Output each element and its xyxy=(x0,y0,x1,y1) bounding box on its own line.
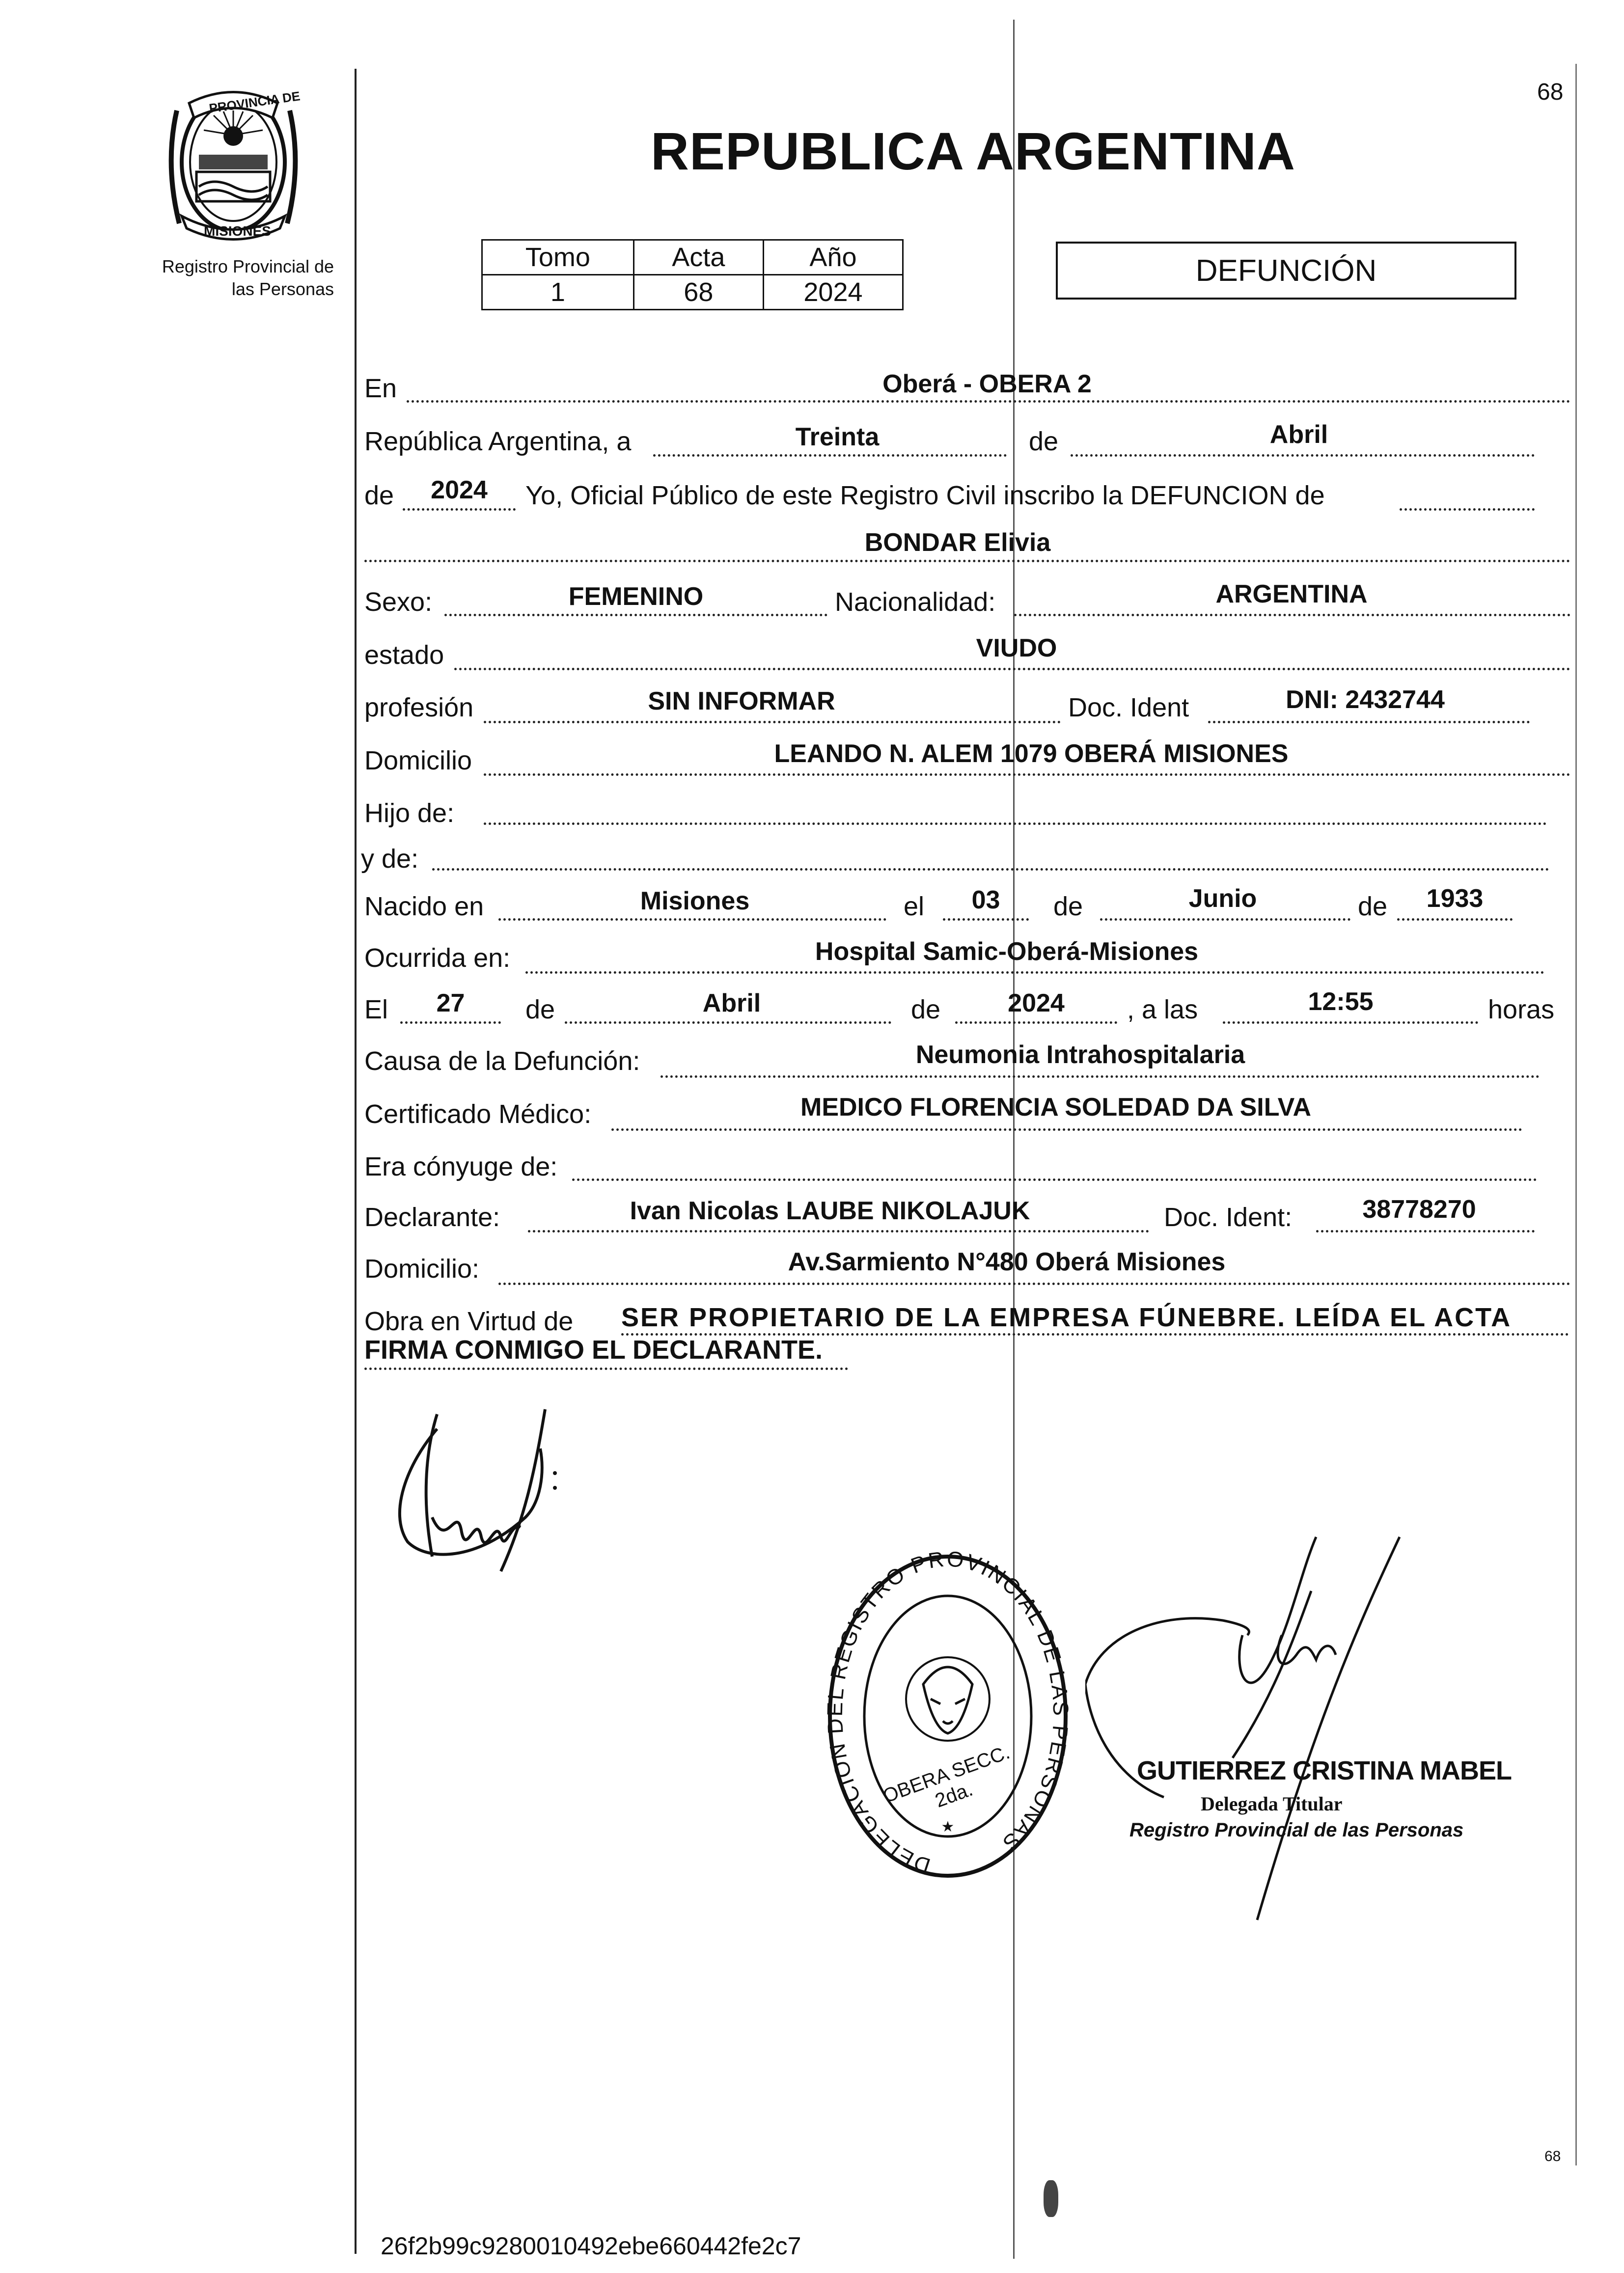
mes-dotted-line xyxy=(1071,454,1535,457)
registry-value-acta: 68 xyxy=(633,275,763,310)
domicilio-label: Domicilio xyxy=(364,746,472,775)
de-label-1: de xyxy=(1029,427,1059,456)
def-dia-dotted-line xyxy=(400,1021,501,1024)
domicilio2-value: Av.Sarmiento N°480 Oberá Misiones xyxy=(788,1248,1226,1276)
registry-value-tomo: 1 xyxy=(482,275,634,310)
doc-ident-label: Doc. Ident xyxy=(1068,693,1189,722)
estado-value: VIUDO xyxy=(976,634,1057,662)
estado-label: estado xyxy=(364,640,444,670)
anio-value: 2024 xyxy=(431,476,488,504)
declarante-label: Declarante: xyxy=(364,1203,500,1232)
y-de-dotted-line xyxy=(432,868,1549,871)
official-stamp xyxy=(825,1552,1071,1881)
causa-value: Neumonia Intrahospitalaria xyxy=(915,1041,1245,1069)
official-office: Registro Provincial de las Personas xyxy=(1129,1819,1464,1841)
mes-value: Abril xyxy=(1269,420,1328,449)
nacionalidad-label: Nacionalidad: xyxy=(835,587,996,617)
en-dotted-line xyxy=(407,400,1570,403)
de-label-5: de xyxy=(525,995,555,1024)
nacido-en-label: Nacido en xyxy=(364,892,484,921)
declarante-doc-label: Doc. Ident: xyxy=(1164,1203,1293,1232)
domicilio-dotted-line xyxy=(484,773,1570,776)
de-label-3: de xyxy=(1053,892,1083,921)
document-hash: 26f2b99c9280010492ebe660442fe2c7 xyxy=(381,2232,801,2260)
sexo-dotted-line xyxy=(444,614,827,616)
en-label: En xyxy=(364,374,397,403)
deceased-name-value: BONDAR Elivia xyxy=(864,528,1051,557)
stamp-inner-text: OBERA SECC. 2da. xyxy=(880,1741,1013,1812)
ocurrida-en-value: Hospital Samic-Oberá-Misiones xyxy=(815,937,1199,966)
horas-label: horas xyxy=(1488,995,1555,1024)
profesion-label: profesión xyxy=(364,693,474,722)
seal-caption-line2: las Personas xyxy=(231,279,334,299)
republica-label: República Argentina, a xyxy=(364,427,632,456)
registry-header-tomo: Tomo xyxy=(482,240,634,275)
def-dia-value: 27 xyxy=(436,989,465,1017)
de-label-4: de xyxy=(1358,892,1388,921)
yo-text: Yo, Oficial Público de este Registro Civil inscribo la DEFUNCION de xyxy=(525,481,1325,510)
seal-top-text: PROVINCIA DE xyxy=(208,88,301,116)
page-number: 68 xyxy=(1537,79,1564,105)
hora-dotted-line xyxy=(1223,1021,1478,1024)
stamp-ring-text: DELEGACION DEL REGISTRO PROVINCIAL DE LAS PERSONAS xyxy=(825,1552,1071,1878)
causa-label: Causa de la Defunción: xyxy=(364,1046,640,1076)
ocurrida-en-dotted-line xyxy=(525,971,1544,974)
nac-anio-dotted-line xyxy=(1397,918,1513,921)
causa-dotted-line xyxy=(661,1075,1540,1078)
official-role: Delegada Titular xyxy=(1201,1793,1343,1815)
record-type-box xyxy=(1056,242,1516,300)
profesion-dotted-line xyxy=(484,721,1061,723)
domicilio2-dotted-line xyxy=(498,1283,1570,1285)
declarante-doc-value: 38778270 xyxy=(1362,1195,1476,1224)
anio-dotted-line xyxy=(403,508,516,511)
def-anio-dotted-line xyxy=(955,1021,1117,1024)
nac-mes-value: Junio xyxy=(1188,884,1257,913)
def-mes-dotted-line xyxy=(565,1021,891,1024)
de-label-6: de xyxy=(911,995,941,1024)
seal-caption-line1: Registro Provincial de xyxy=(162,256,334,276)
declarant-signature xyxy=(378,1395,584,1591)
domicilio-value: LEANDO N. ALEM 1079 OBERÁ MISIONES xyxy=(774,739,1289,768)
nombre-dotted-line xyxy=(364,560,1570,562)
conyuge-label: Era cónyuge de: xyxy=(364,1152,558,1181)
obra-line2: FIRMA CONMIGO EL DECLARANTE. xyxy=(364,1335,823,1365)
sexo-value: FEMENINO xyxy=(568,582,704,611)
nac-dia-dotted-line xyxy=(943,918,1029,921)
y-de-label: y de: xyxy=(361,844,419,874)
official-signature xyxy=(1085,1522,1527,1964)
estado-dotted-line xyxy=(454,668,1570,670)
sexo-label: Sexo: xyxy=(364,587,433,617)
ocurrida-en-label: Ocurrida en: xyxy=(364,943,511,973)
province-seal xyxy=(150,81,339,250)
nacionalidad-value: ARGENTINA xyxy=(1215,580,1368,608)
hora-value: 12:55 xyxy=(1308,987,1374,1016)
dia-dotted-line xyxy=(653,454,1007,457)
domicilio2-label: Domicilio: xyxy=(364,1254,480,1284)
declarante-doc-dotted-line xyxy=(1316,1230,1535,1232)
nac-anio-value: 1933 xyxy=(1426,884,1484,913)
def-mes-value: Abril xyxy=(702,989,761,1017)
seal-bottom-text: MISIONES xyxy=(204,223,271,239)
record-type-label: DEFUNCIÓN xyxy=(1195,253,1377,288)
page-title: REPUBLICA ARGENTINA xyxy=(651,121,1295,181)
left-margin-line xyxy=(355,69,357,2254)
registry-table-header-row xyxy=(482,240,903,275)
nacido-en-value: Misiones xyxy=(640,887,750,915)
certificado-value: MEDICO FLORENCIA SOLEDAD DA SILVA xyxy=(800,1093,1311,1122)
hijo-de-label: Hijo de: xyxy=(364,798,455,828)
nac-mes-dotted-line xyxy=(1100,918,1350,921)
nacionalidad-dotted-line xyxy=(1014,614,1570,616)
ink-mark xyxy=(1044,2180,1058,2217)
svg-text:★: ★ xyxy=(941,1819,955,1835)
seal-caption xyxy=(118,255,334,301)
nac-dia-value: 03 xyxy=(971,886,1000,914)
certificado-label: Certificado Médico: xyxy=(364,1099,592,1129)
de-label-2: de xyxy=(364,481,394,510)
def-anio-value: 2024 xyxy=(1008,989,1065,1017)
en-value: Oberá - OBERA 2 xyxy=(882,370,1092,398)
registry-table xyxy=(481,239,904,310)
obra-label: Obra en Virtud de xyxy=(364,1307,574,1336)
doc-ident-value: DNI: 2432744 xyxy=(1286,685,1445,714)
profesion-value: SIN INFORMAR xyxy=(648,687,835,715)
declarante-value: Ivan Nicolas LAUBE NIKOLAJUK xyxy=(630,1197,1030,1225)
obra-line1: SER PROPIETARIO DE LA EMPRESA FÚNEBRE. LEÍDA EL ACTA xyxy=(621,1303,1512,1332)
hijo-de-dotted-line xyxy=(484,822,1547,825)
right-margin-line xyxy=(1575,64,1577,2165)
official-stamp-icon xyxy=(825,1552,1071,1881)
certificado-dotted-line xyxy=(611,1128,1522,1131)
el-label: el xyxy=(904,892,925,921)
dia-value: Treinta xyxy=(795,423,880,451)
a-las-label: , a las xyxy=(1127,995,1198,1024)
el-label-2: El xyxy=(364,995,388,1024)
conyuge-dotted-line xyxy=(572,1178,1537,1181)
registry-value-anio: 2024 xyxy=(763,275,903,310)
defuncion-de-dotted-line xyxy=(1400,508,1535,511)
nacido-en-dotted-line xyxy=(498,918,886,921)
center-fold-line xyxy=(1013,20,1015,2259)
obra-dotted-line-2 xyxy=(364,1368,848,1370)
registry-header-anio: Año xyxy=(763,240,903,275)
official-name: GUTIERREZ CRISTINA MABEL xyxy=(1137,1756,1512,1785)
page-number-small: 68 xyxy=(1544,2148,1561,2164)
doc-ident-dotted-line xyxy=(1208,721,1530,723)
registry-header-acta: Acta xyxy=(633,240,763,275)
registry-table-value-row xyxy=(482,275,903,310)
declarante-dotted-line xyxy=(528,1230,1149,1232)
